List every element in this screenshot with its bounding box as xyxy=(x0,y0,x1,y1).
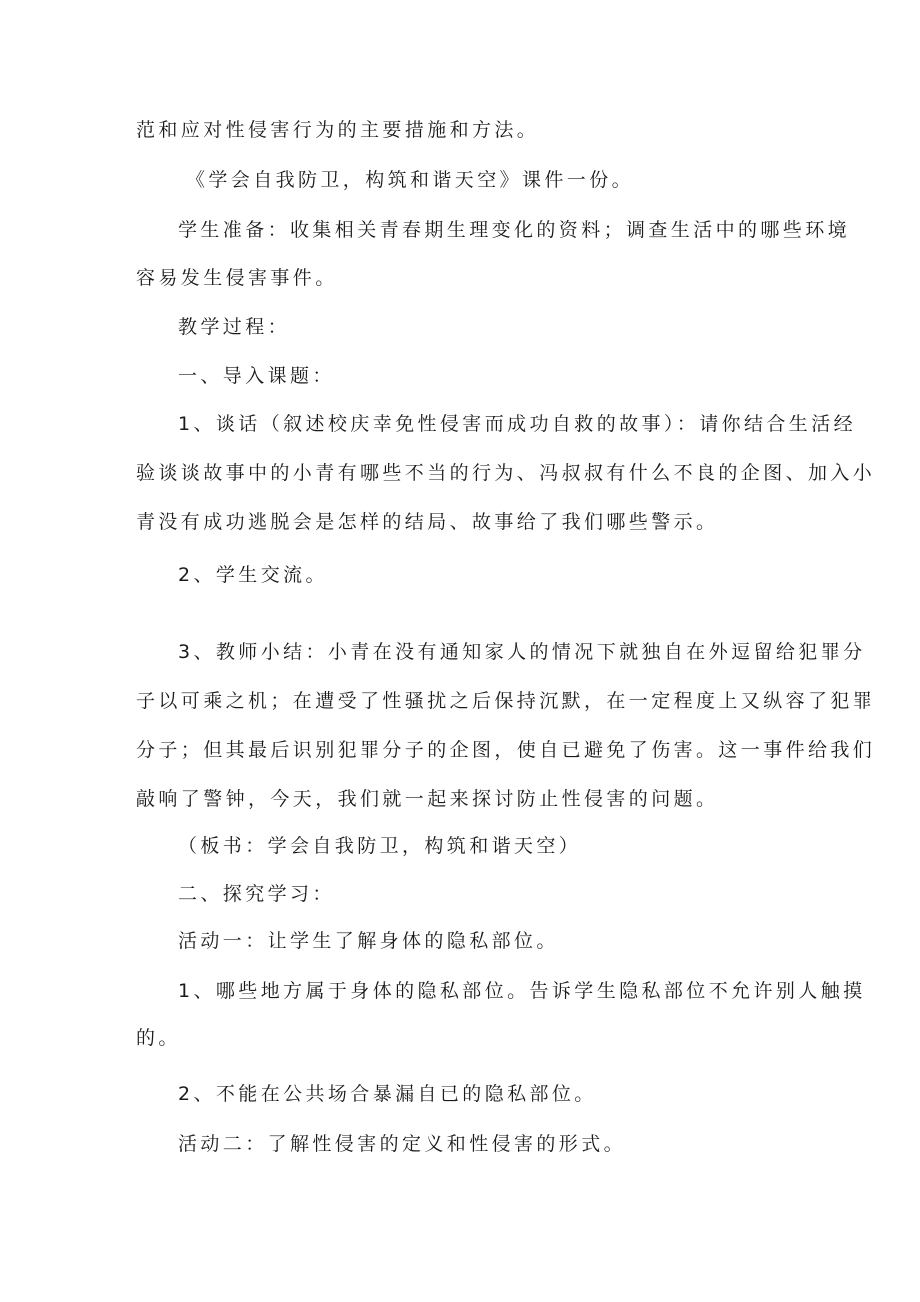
paragraph-line: 《学会自我防卫，构筑和谐天空》课件一份。 xyxy=(186,169,635,191)
paragraph-line: 活动二：了解性侵害的定义和性侵害的形式。 xyxy=(178,1133,627,1155)
paragraph-line: 敲响了警钟，今天，我们就一起来探讨防止性侵害的问题。 xyxy=(136,788,719,810)
paragraph-line: 范和应对性侵害行为的主要措施和方法。 xyxy=(136,119,540,141)
section-heading: 教学过程： xyxy=(178,316,291,338)
paragraph-line: 1、哪些地方属于身体的隐私部位。告诉学生隐私部位不允许别人触摸 xyxy=(178,980,866,1002)
paragraph-line: 2、不能在公共场合暴漏自已的隐私部位。 xyxy=(178,1083,597,1105)
section-heading: 一、导入课题： xyxy=(178,365,335,387)
paragraph-line: 活动一：让学生了解身体的隐私部位。 xyxy=(178,930,559,952)
paragraph-line: 容易发生侵害事件。 xyxy=(136,267,338,289)
paragraph-line: 青没有成功逃脱会是怎样的结局、故事给了我们哪些警示。 xyxy=(136,511,719,533)
paragraph-line: 子以可乘之机；在遭受了性骚扰之后保持沉默，在一定程度上又纵容了犯罪 xyxy=(136,690,876,712)
paragraph-line: 的。 xyxy=(136,1027,181,1049)
paragraph-line: 3、教师小结：小青在没有通知家人的情况下就独自在外逗留给犯罪分 xyxy=(178,641,866,663)
paragraph-line: 学生准备：收集相关青春期生理变化的资料；调查生活中的哪些环境 xyxy=(178,219,851,241)
paragraph-line: 分子；但其最后识别犯罪分子的企图，使自已避免了伤害。这一事件给我们 xyxy=(136,739,876,761)
paragraph-line: （板书：学会自我防卫，构筑和谐天空） xyxy=(178,835,582,857)
paragraph-line: 验谈谈故事中的小青有哪些不当的行为、冯叔叔有什么不良的企图、加入小 xyxy=(136,462,876,484)
paragraph-line: 2、学生交流。 xyxy=(178,564,328,586)
section-heading: 二、探究学习： xyxy=(178,883,335,905)
paragraph-line: 1、谈话（叙述校庆幸免性侵害而成功自救的故事）：请你结合生活经 xyxy=(178,413,856,435)
